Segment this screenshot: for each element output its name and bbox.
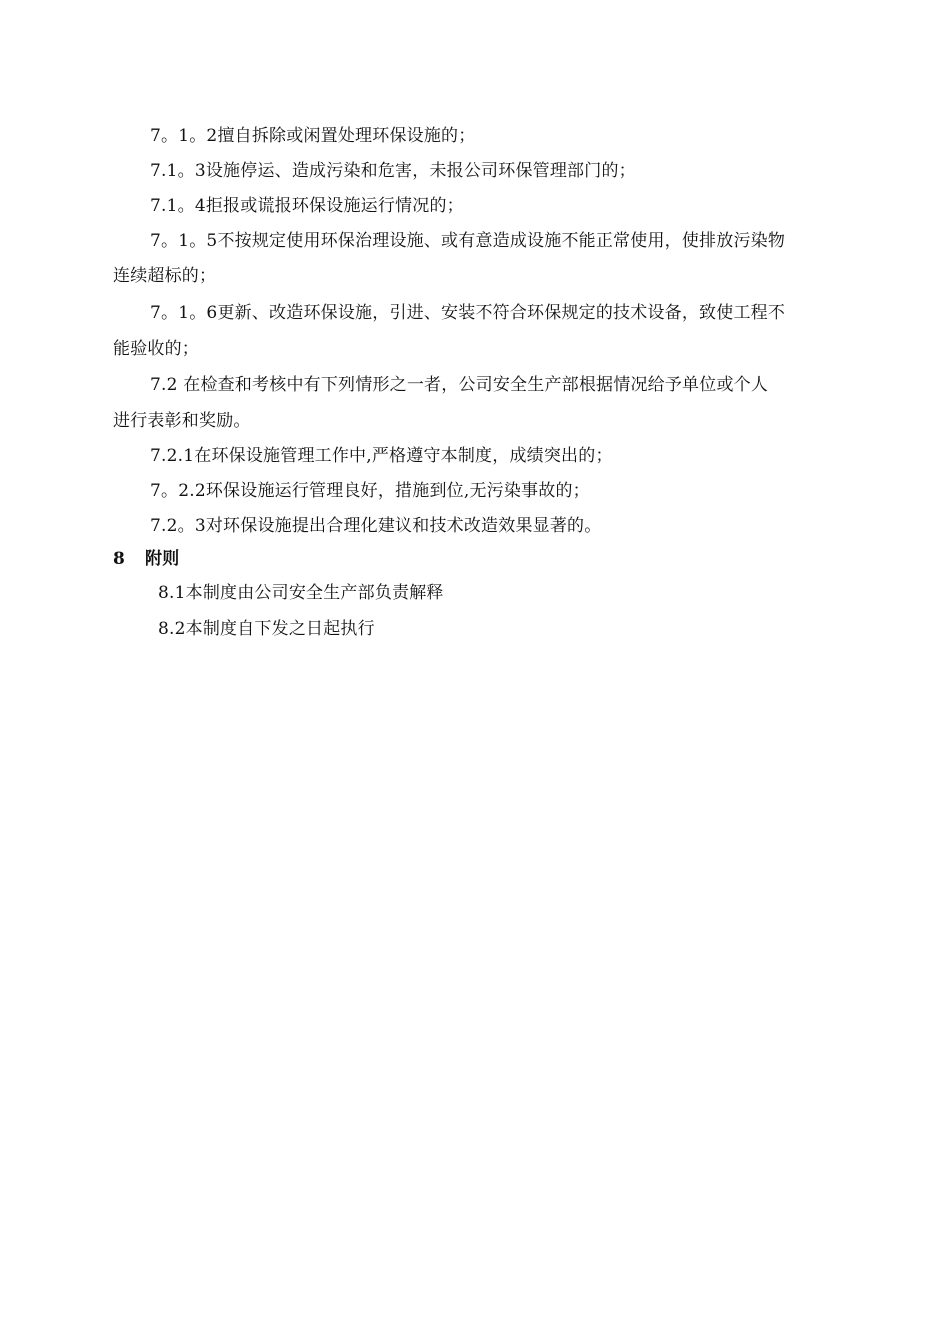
paragraph-7-2-1: 7.2.1在环保设施管理工作中,严格遵守本制度，成绩突出的；	[150, 446, 613, 466]
paragraph-7-1-5-line2: 连续超标的；	[113, 266, 217, 286]
paragraph-7-2-2: 7。2.2环保设施运行管理良好，措施到位,无污染事故的；	[150, 481, 590, 501]
paragraph-7-1-6-line1: 7。1。6更新、改造环保设施，引进、安装不符合环保规定的技术设备，致使工程不	[150, 303, 786, 323]
section-8-number: 8	[113, 549, 126, 569]
paragraph-7-1-5-line1: 7。1。5不按规定使用环保治理设施、或有意造成设施不能正常使用，使排放污染物	[150, 231, 786, 251]
paragraph-7-1-3: 7.1。3设施停运、造成污染和危害，未报公司环保管理部门的；	[150, 161, 636, 181]
paragraph-7-2-3: 7.2。3对环保设施提出合理化建议和技术改造效果显著的。	[150, 516, 602, 536]
paragraph-8-2: 8.2本制度自下发之日起执行	[158, 619, 375, 639]
paragraph-7-1-6-line2: 能验收的；	[113, 339, 199, 359]
paragraph-7-2-line2: 进行表彰和奖励。	[113, 411, 251, 431]
paragraph-7-1-2: 7。1。2擅自拆除或闲置处理环保设施的；	[150, 126, 476, 146]
paragraph-7-1-4: 7.1。4拒报或谎报环保设施运行情况的；	[150, 196, 464, 216]
section-8-heading	[113, 548, 179, 570]
paragraph-8-1: 8.1本制度由公司安全生产部负责解释	[158, 583, 444, 603]
section-8-title: 附则	[145, 549, 180, 569]
paragraph-7-2-line1: 7.2 在检查和考核中有下列情形之一者，公司安全生产部根据情况给予单位或个人	[150, 375, 769, 395]
